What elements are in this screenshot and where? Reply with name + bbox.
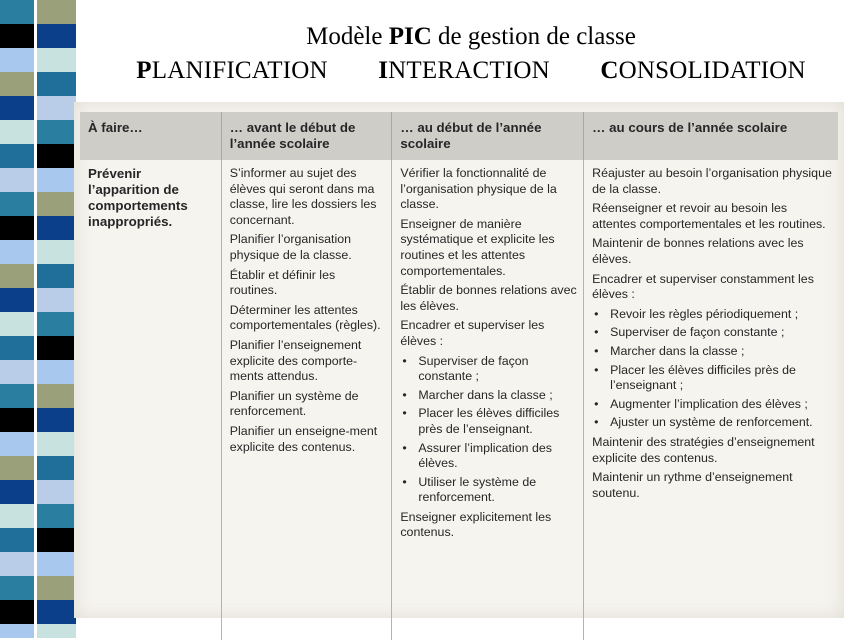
- bullet-item: • Utiliser le système de renforcement.: [400, 475, 577, 506]
- slide-title: [92, 0, 850, 100]
- bullet-item: • Marcher dans la classe ;: [400, 388, 577, 404]
- bullet-item: • Placer les élèves difficiles près de l’enseignant ;: [592, 363, 832, 394]
- cell-debut-annee: [392, 160, 584, 640]
- list-item: Encadrer et superviser les élèves :: [400, 318, 545, 348]
- bullet-item: • Marcher dans la classe ;: [592, 344, 832, 360]
- list-item: Planifier un enseigne-ment explicite des contenus.: [229, 423, 378, 454]
- cell-avant-debut: [221, 160, 392, 640]
- bullet-item: • Superviser de façon constante ;: [592, 325, 832, 341]
- title-pre: Modèle: [306, 23, 383, 50]
- header-cours-annee: … au cours de l’année scolaire: [584, 112, 838, 160]
- title-word-planification: PLANIFICATION: [136, 57, 328, 84]
- list-item: Maintenir de bonnes relations avec les élèves.: [592, 236, 804, 266]
- list-item: Déterminer les attentes comportementales (règles).: [229, 302, 381, 333]
- title-line-1: [92, 22, 850, 52]
- bullet-list: [592, 307, 832, 431]
- list-item: Maintenir un rythme d’enseignement soutenu.: [592, 470, 793, 500]
- title-post: de gestion de classe: [438, 23, 636, 50]
- bullet-item: • Superviser de façon constante ;: [400, 354, 577, 385]
- cell-prevenir: [80, 160, 221, 640]
- title-bold: PIC: [388, 23, 432, 50]
- list-item: S’informer au sujet des élèves qui seront dans ma classe, lire les dossiers les concernant.: [229, 166, 377, 227]
- bullet-item: • Assurer l’implication des élèves.: [400, 441, 577, 472]
- header-a-faire: À faire…: [80, 112, 221, 160]
- list-item: Planifier l’enseignement explicite des comporte-ments attendus.: [229, 337, 362, 384]
- title-word-interaction: INTERACTION: [378, 57, 550, 84]
- bullet-item: • Revoir les règles périodiquement ;: [592, 307, 832, 323]
- title-word-consolidation: CONSOLIDATION: [600, 57, 806, 84]
- list-item: Enseigner de manière systématique et explicite les routines et les attentes comportementales.: [400, 216, 555, 278]
- list-item: Encadrer et superviser constamment les élèves :: [592, 271, 814, 302]
- table-row: [80, 160, 838, 640]
- prevenir-label: Prévenir l’apparition de comportements inappropriés.: [88, 166, 188, 229]
- list-item: Établir de bonnes relations avec les élèves.: [400, 283, 577, 313]
- list-item: Enseigner explicitement les contenus.: [400, 509, 552, 540]
- list-item: Planifier l’organisation physique de la classe.: [229, 232, 352, 262]
- bullet-list: [400, 354, 577, 506]
- bullet-item: • Augmenter l’implication des élèves ;: [592, 397, 832, 413]
- cell-cours-annee: [584, 160, 838, 640]
- list-item: Réenseigner et revoir au besoin les attentes comportementales et les routines.: [592, 201, 826, 231]
- bullet-item: • Placer les élèves difficiles près de l’enseignant.: [400, 406, 577, 437]
- title-line-2: [92, 56, 850, 86]
- scanned-table-image: [74, 102, 844, 618]
- header-debut-annee: … au début de l’année scolaire: [392, 112, 584, 160]
- table-header-row: [80, 112, 838, 160]
- list-item: Réajuster au besoin l’organisation physique de la classe.: [592, 166, 832, 196]
- list-item: Maintenir des stratégies d’enseignement explicite des contenus.: [592, 434, 815, 465]
- list-item: Planifier un système de renforcement.: [229, 388, 359, 419]
- pic-table: [80, 112, 838, 640]
- header-avant-debut: … avant le début de l’année scolaire: [221, 112, 392, 160]
- list-item: Vérifier la fonctionnalité de l’organisation physique de la classe.: [400, 166, 557, 212]
- bullet-item: • Ajuster un système de renforcement.: [592, 415, 832, 431]
- list-item: Établir et définir les routines.: [229, 267, 336, 298]
